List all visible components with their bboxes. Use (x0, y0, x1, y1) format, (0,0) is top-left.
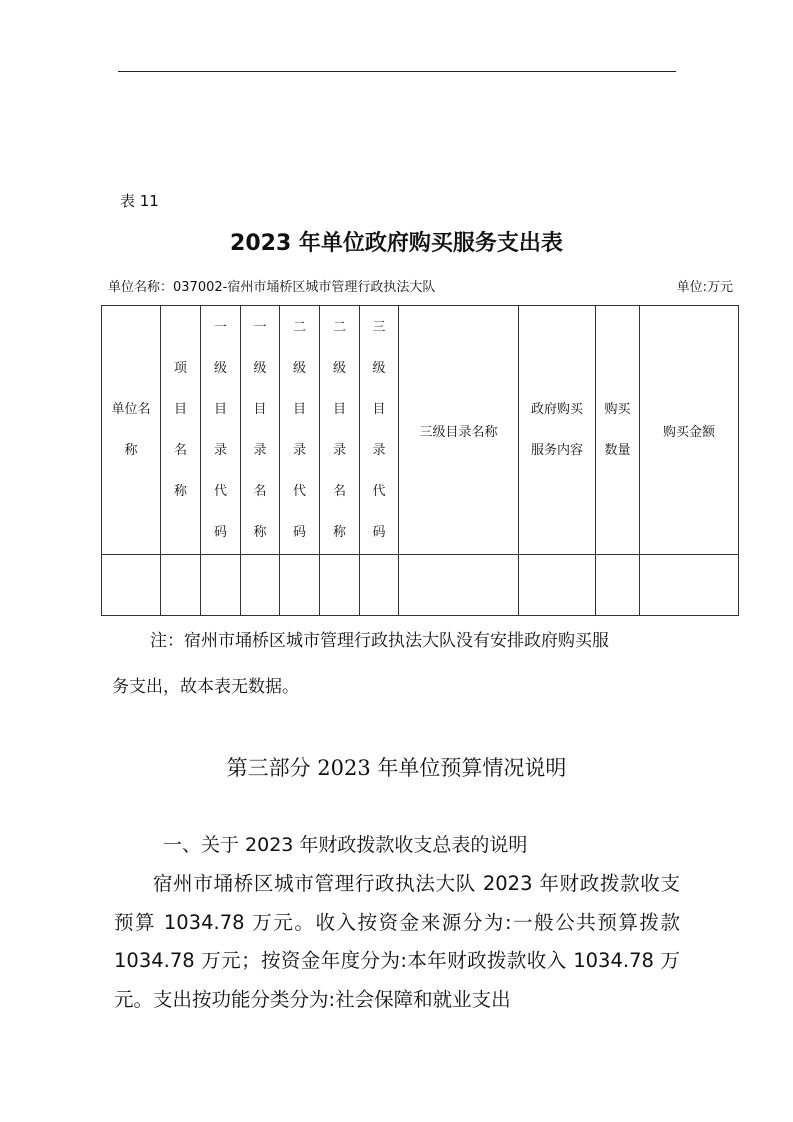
note-line-2: 务支出，故本表无数据。 (112, 677, 299, 697)
header-rule (118, 71, 676, 72)
body-paragraph: 宿州市埇桥区城市管理行政执法大队 2023 年财政拨款收支预算 1034.78 万元。收入按资金来源分为:一般公共预算拨款 1034.78 万元；按资金年度分为:本年财政拨款收入 1034.78 万元。支出按功能分类分为:社会保障和就业支出 (114, 872, 680, 1011)
col-header: 二级目录名称 (332, 320, 346, 540)
col-header: 项目名称 (173, 361, 187, 499)
table-header-row (102, 306, 739, 555)
table-row (102, 555, 739, 616)
table-label: 表 11 (120, 192, 159, 210)
col-header: 单位名称 (111, 402, 151, 458)
table-title: 2023 年单位政府购买服务支出表 (230, 231, 563, 256)
col-header: 购买金额 (662, 424, 715, 440)
part-heading: 第三部分 2023 年单位预算情况说明 (226, 756, 567, 780)
unit-name: 单位名称：037002-宿州市埇桥区城市管理行政执法大队 (108, 280, 436, 295)
col-header: 一级目录代码 (213, 320, 227, 540)
col-header: 三级目录名称 (419, 424, 498, 440)
col-header: 三级目录代码 (372, 320, 386, 540)
unit-label: 单位:万元 (676, 280, 733, 295)
note-line-1: 注：宿州市埇桥区城市管理行政执法大队没有安排政府购买服 (150, 631, 609, 651)
purchase-services-table (101, 305, 739, 616)
col-header: 政府购买服务内容 (530, 402, 583, 458)
col-header: 购买数量 (604, 402, 631, 458)
section-heading: 一、关于 2023 年财政拨款收支总表的说明 (163, 834, 528, 856)
col-header: 一级目录名称 (253, 320, 267, 540)
col-header: 二级目录代码 (292, 320, 306, 540)
